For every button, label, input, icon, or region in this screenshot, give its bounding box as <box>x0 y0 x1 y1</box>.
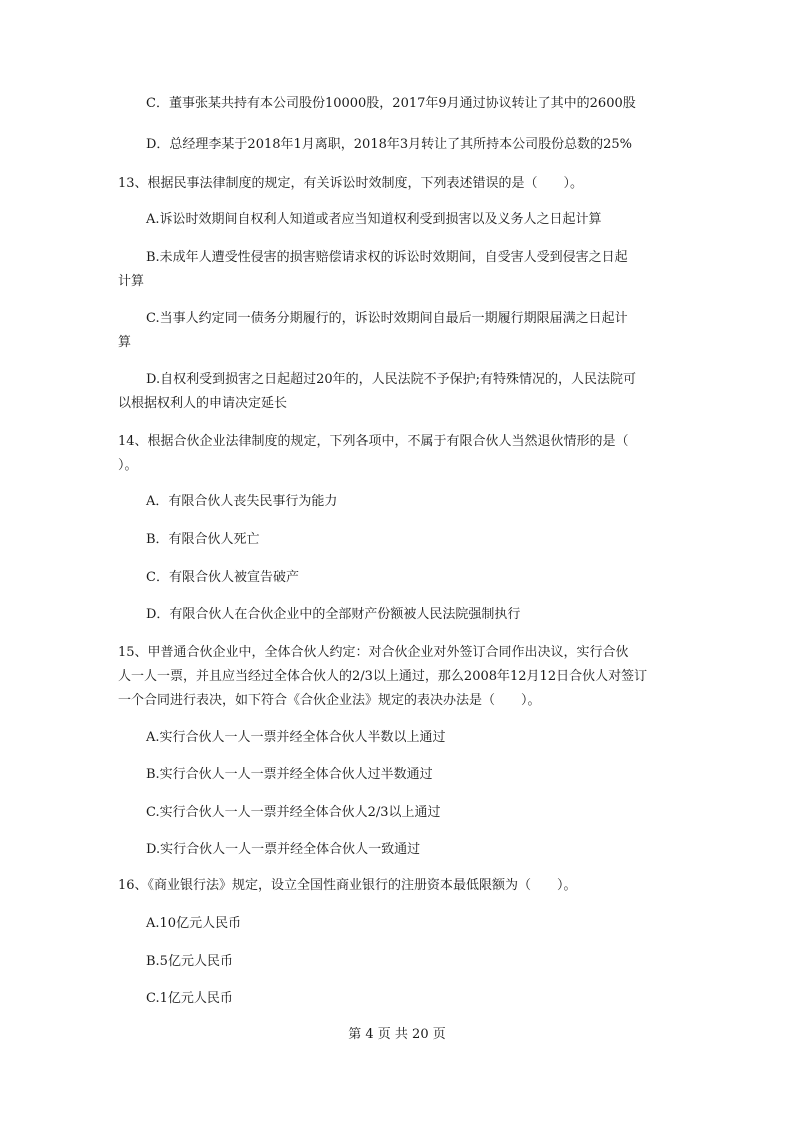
question-15-cont1: 人一人一票，并且应当经过全体合伙人的2/3以上通过，那么2008年12月12日合伙人对签订 <box>118 669 648 684</box>
option-d-q13: D.自权利受到损害之日起超过20年的，人民法院不予保护;有特殊情况的，人民法院可 <box>146 372 637 387</box>
option-c-q13: C.当事人约定同一债务分期履行的，诉讼时效期间自最后一期履行期限届满之日起计 <box>146 311 628 326</box>
option-a-q13: A.诉讼时效期间自权利人知道或者应当知道权利受到损害以及义务人之日起计算 <box>146 212 602 227</box>
option-d-q13-cont: 以根据权利人的申请决定延长 <box>118 396 288 411</box>
question-16: 16、《商业银行法》规定，设立全国性商业银行的注册资本最低限额为（ ）。 <box>118 878 577 893</box>
question-13: 13、根据民事法律制度的规定，有关诉讼时效制度，下列表述错误的是（ ）。 <box>118 176 584 191</box>
option-c-q14: C．有限合伙人被宣告破产 <box>146 570 299 585</box>
option-d-q15: D.实行合伙人一人一票并经全体合伙人一致通过 <box>146 842 421 857</box>
page-footer: 第 4 页 共 20 页 <box>348 1027 446 1042</box>
question-14: 14、根据合伙企业法律制度的规定，下列各项中，不属于有限合伙人当然退伙情形的是（ <box>118 434 629 449</box>
question-14-cont: ）。 <box>118 458 138 473</box>
option-b-q13: B.未成年人遭受性侵害的损害赔偿请求权的诉讼时效期间，自受害人受到侵害之日起 <box>146 250 628 265</box>
question-15-cont2: 一个合同进行表决，如下符合《合伙企业法》规定的表决办法是（ ）。 <box>118 693 541 708</box>
option-b-q16: B.5亿元人民币 <box>146 954 233 969</box>
option-d-q14: D．有限合伙人在合伙企业中的全部财产份额被人民法院强制执行 <box>146 607 521 622</box>
option-a-q15: A.实行合伙人一人一票并经全体合伙人半数以上通过 <box>146 730 446 745</box>
option-c-q15: C.实行合伙人一人一票并经全体合伙人2/3以上通过 <box>146 805 441 820</box>
option-d-q12: D．总经理李某于2018年1月离职，2018年3月转让了其所持本公司股份总数的25% <box>146 137 633 152</box>
question-15: 15、甲普通合伙企业中，全体合伙人约定：对合伙企业对外签订合同作出决议，实行合伙 <box>118 645 629 660</box>
option-c-q13-cont: 算 <box>118 335 132 350</box>
option-c-q16: C.1亿元人民币 <box>146 991 233 1006</box>
option-a-q16: A.10亿元人民币 <box>146 916 242 931</box>
option-c-q12: C．董事张某共持有本公司股份10000股，2017年9月通过协议转让了其中的2600股 <box>146 96 636 111</box>
option-b-q15: B.实行合伙人一人一票并经全体合伙人过半数通过 <box>146 767 433 782</box>
option-b-q14: B．有限合伙人死亡 <box>146 532 260 547</box>
option-a-q14: A．有限合伙人丧失民事行为能力 <box>146 494 338 509</box>
option-b-q13-cont: 计算 <box>118 274 145 289</box>
